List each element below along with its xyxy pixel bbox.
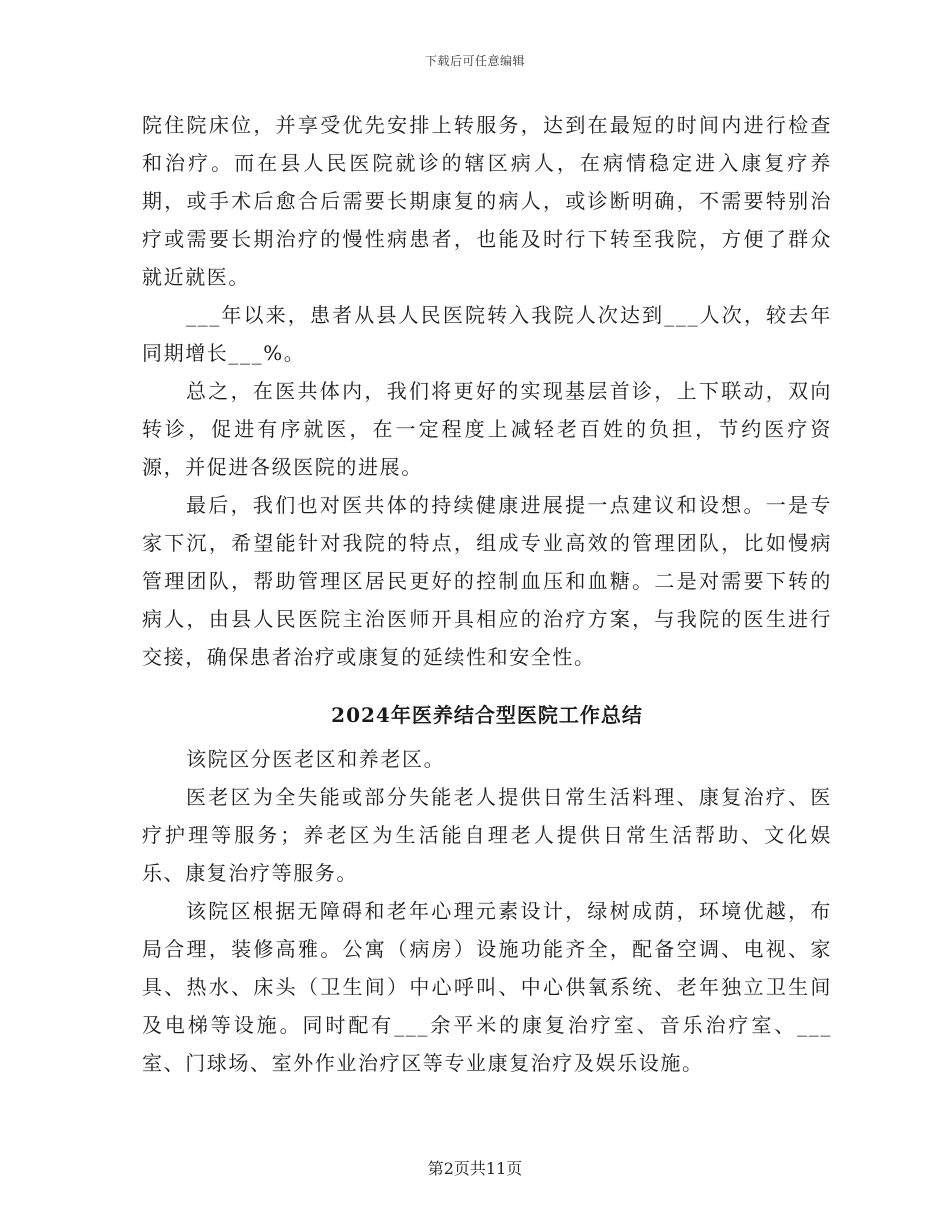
page-header: 下载后可任意编辑 — [424, 54, 525, 68]
paragraph-referral-stats: ___年以来，患者从县人民医院转入我院人次达到___人次，较去年同期增长___%。 — [142, 303, 832, 365]
paragraph-campus-division: 该院区分医老区和养老区。 — [186, 747, 446, 771]
page-number: 第2页共11页 — [427, 1159, 523, 1178]
paragraph-summary: 总之，在医共体内，我们将更好的实现基层首诊，上下联动，双向转诊，促进有序就医，在一定程度上减轻老百姓的负担，节约医疗资源，并促进各级医院的进展。 — [142, 379, 832, 479]
paragraph-suggestions: 最后，我们也对医共体的持续健康进展提一点建议和设想。一是专家下沉，希望能针对我院的特点，组成专业高效的管理团队，比如慢病管理团队，帮助管理区居民更好的控制血压和血糖。二是对需要下转的病人，由县人民医院主治医师开具相应的治疗方案，与我院的医生进行交接，确保患者治疗或康复的延续性和安全性。 — [142, 493, 832, 669]
paragraph-continuation: 院住院床位，并享受优先安排上转服务，达到在最短的时间内进行检查和治疗。而在县人民医院就诊的辖区病人，在病情稳定进入康复疗养期，或手术后愈合后需要长期康复的病人，或诊断明确，不需要特别治疗或需要长期治疗的慢性病患者，也能及时行下转至我院，方便了群众就近就医。 — [142, 113, 832, 289]
section-heading: 2024年医养结合型医院工作总结 — [331, 703, 643, 727]
document-body — [142, 106, 832, 1082]
paragraph-facilities: 该院区根据无障碍和老年心理元素设计，绿树成荫，环境优越，布局合理，装修高雅。公寓（病房）设施功能齐全，配备空调、电视、家具、热水、床头（卫生间）中心呼叫、中心供氧系统、老年独立卫生间及电梯等设施。同时配有___余平米的康复治疗室、音乐治疗室、___室、门球场、室外作业治疗区等专业康复治疗及娱乐设施。 — [142, 899, 832, 1075]
paragraph-services: 医老区为全失能或部分失能老人提供日常生活料理、康复治疗、医疗护理等服务；养老区为生活能自理老人提供日常生活帮助、文化娱乐、康复治疗等服务。 — [142, 785, 832, 885]
